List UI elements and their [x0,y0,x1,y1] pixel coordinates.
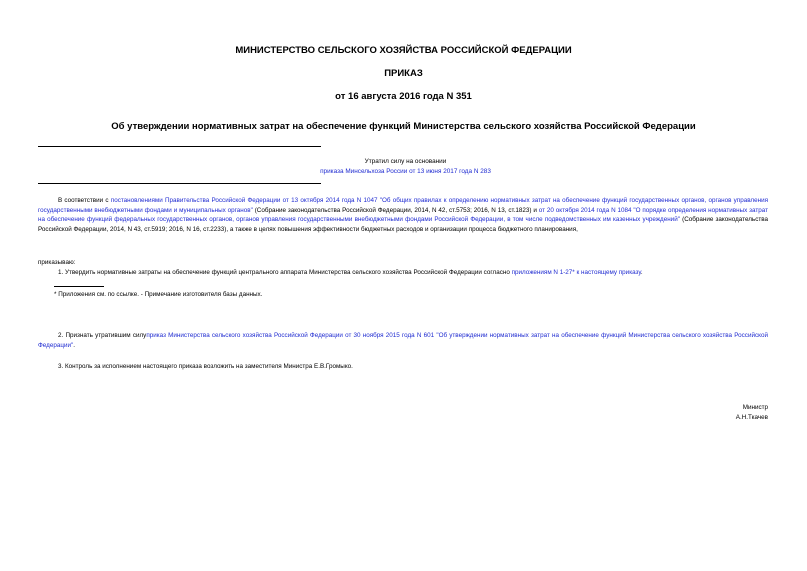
status-note-text: Утратил силу на основании [364,158,447,165]
doc-type-heading: ПРИКАЗ [384,68,423,79]
item-2-text: 2. Признать утратившим силу [58,332,147,339]
resolution-1084-link[interactable]: от 20 октября 2014 года N 1084 "О порядке определения нормативных затрат на обеспечение функций федеральных государственных органов, органов управления государственными внебюджетными фондами Российской Федерации, в том числе подведомственных им казенных учреждений" [38,206,768,224]
item-3: 3. Контроль за исполнением настоящего приказа возложить на заместителя Министра Е.В.Громыко. [58,363,353,370]
item-2-end: . [73,341,75,349]
status-note-link[interactable]: приказа Минсельхоза России от 13 июня 2017 года N 283 [320,168,491,175]
status-note [300,157,511,177]
order-word: приказываю: [38,259,76,266]
item-1 [38,268,768,278]
divider-bottom [38,183,321,184]
signature-name: А.Н.Ткачев [735,414,768,421]
footnote: * Приложения см. по ссылке. - Примечание изготовителя базы данных. [54,291,263,298]
preamble-paragraph [38,196,768,234]
preamble-text-1: В соответствии с [58,197,111,204]
order-601-link[interactable]: приказ Министерства сельского хозяйства Российской Федерации от 30 ноября 2015 года N 601 "Об утверждении нормативных затрат на обеспечение функций Министерства сельского хозяйства Российской Федерации" [38,332,768,349]
divider-top [38,146,321,147]
appendix-link[interactable]: приложениям N 1-27* к настоящему приказу [511,269,641,276]
document-title: Об утверждении нормативных затрат на обеспечение функций Министерства сельского хозяйства Российской Федерации [111,121,696,132]
footnote-divider [54,286,104,287]
resolution-1047-link[interactable]: постановлениями Правительства Российской Федерации от 13 октября 2014 года N 1047 "Об общих правилах к определению нормативных затрат на обеспечение функций государственных органов, органов управления государственными внебюджетными фондами и муниципальных органов" [38,197,769,214]
preamble-text-3: (Собрание законодательства Российской Федерации, 2014, N 43, ст.5919; 2016, N 16, ст.2233), а также в целях повышения эффективности бюджетных расходов и организации процесса бюджетного планирования, [38,216,769,233]
item-2 [38,331,768,350]
preamble-text-2: (Собрание законодательства Российской Федерации, 2014, N 42, ст.5753; 2016, N 13, ст.1823) и [252,206,539,214]
ministry-heading: МИНИСТЕРСТВО СЕЛЬСКОГО ХОЗЯЙСТВА РОССИЙСКОЙ ФЕДЕРАЦИИ [235,45,572,56]
date-number-heading: от 16 августа 2016 года N 351 [335,91,472,102]
signature-position: Министр [742,404,768,411]
item-1-text: 1. Утвердить нормативные затраты на обеспечение функций центрального аппарата Министерства сельского хозяйства Российской Федерации согласно [58,269,512,276]
item-1-end: . [640,269,643,276]
